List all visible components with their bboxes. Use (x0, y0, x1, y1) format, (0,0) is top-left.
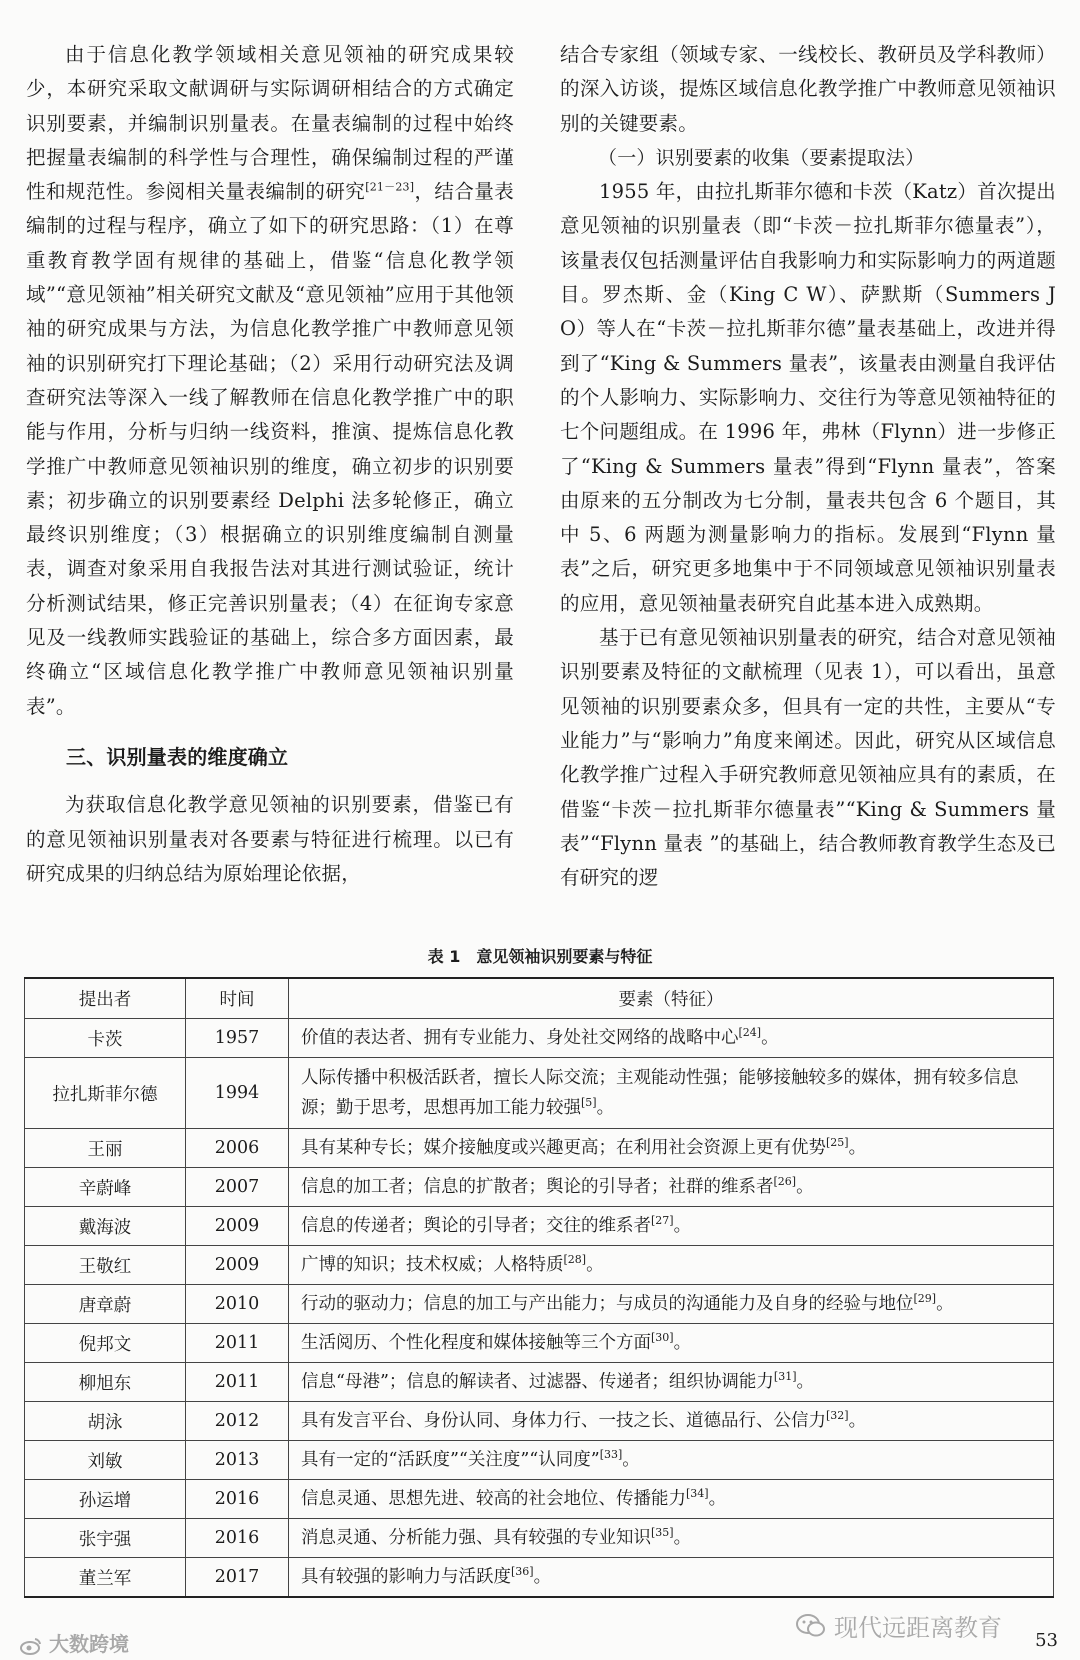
header-year: 时间 (186, 978, 289, 1019)
cell-features: 信息“母港”；信息的解读者、过滤器、传递者；组织协调能力[31]。 (289, 1363, 1054, 1402)
analysis-paragraph: 基于已有意见领袖识别量表的研究，结合对意见领袖识别要素及特征的文献梳理（见表 1），可以看出，虽意见领袖的识别要素众多，但具有一定的共性，主要从“专业能力”与“影响力”角度来阐述。因此，研究从区域信息化教学推广过程入手研究教师意见领袖应具有的素质，在借鉴“卡茨－拉扎斯菲尔德量表”“King & Summers 量表”“Flynn 量表 ”的基础上，结合教师教育教学生态及已有研究的逻 (560, 626, 1056, 890)
features-text: 具有较强的影响力与活跃度 (301, 1567, 511, 1587)
left-column (26, 38, 514, 891)
cell-author: 辛蔚峰 (25, 1168, 186, 1207)
table-row (25, 1480, 1054, 1519)
citation-ref: [5] (581, 1096, 597, 1110)
right-column (560, 38, 1056, 895)
table-caption-number: 表 1 (427, 947, 461, 966)
features-text: 信息“母港”；信息的解读者、过滤器、传递者；组织协调能力 (301, 1372, 774, 1392)
citation-ref: [35] (651, 1526, 674, 1540)
table-row (25, 1285, 1054, 1324)
cell-features: 价值的表达者、拥有专业能力、身处社交网络的战略中心[24]。 (289, 1019, 1054, 1058)
cell-year: 2012 (186, 1402, 289, 1441)
cell-year: 2017 (186, 1558, 289, 1598)
citation-ref: [26] (773, 1175, 797, 1189)
table-row (25, 1324, 1054, 1363)
cell-features: 信息灵通、思想先进、较高的社会地位、传播能力[34]。 (289, 1480, 1054, 1519)
cell-features: 生活阅历、个性化程度和媒体接触等三个方面[30]。 (289, 1324, 1054, 1363)
table-row (25, 1129, 1054, 1168)
citation-ref: [36] (511, 1565, 534, 1579)
features-text: 具有某种专长；媒介接触度或兴趣更高；在利用社会资源上更有优势 (301, 1138, 826, 1158)
watermark-right: 现代远距离教育 (796, 1608, 1002, 1643)
cell-author: 卡茨 (25, 1019, 186, 1058)
cell-author: 柳旭东 (25, 1363, 186, 1402)
cell-author: 孙运增 (25, 1480, 186, 1519)
cell-author: 刘敏 (25, 1441, 186, 1480)
cell-author: 董兰军 (25, 1558, 186, 1598)
features-text: 生活阅历、个性化程度和媒体接触等三个方面 (301, 1333, 651, 1353)
cell-author: 唐章蔚 (25, 1285, 186, 1324)
section-paragraph: 为获取信息化教学意见领袖的识别要素，借鉴已有的意见领袖识别量表对各要素与特征进行梳理。以已有研究成果的归纳总结为原始理论依据， (26, 793, 514, 885)
cell-year: 2009 (186, 1207, 289, 1246)
cell-year: 2009 (186, 1246, 289, 1285)
cell-features: 消息灵通、分析能力强、具有较强的专业知识[35]。 (289, 1519, 1054, 1558)
header-author: 提出者 (25, 978, 186, 1019)
features-text: 消息灵通、分析能力强、具有较强的专业知识 (301, 1528, 651, 1548)
cell-year: 2007 (186, 1168, 289, 1207)
table-row (25, 1402, 1054, 1441)
subsection-heading: （一）识别要素的收集（要素提取法） (598, 146, 925, 169)
cell-year: 2010 (186, 1285, 289, 1324)
cell-author: 戴海波 (25, 1207, 186, 1246)
cell-features: 信息的传递者；舆论的引导者；交往的维系者[27]。 (289, 1207, 1054, 1246)
table-row (25, 1558, 1054, 1598)
cell-features: 具有一定的“活跃度”“关注度”“认同度”[33]。 (289, 1441, 1054, 1480)
cell-year: 2016 (186, 1480, 289, 1519)
cell-year: 1957 (186, 1019, 289, 1058)
features-text: 具有一定的“活跃度”“关注度”“认同度” (301, 1450, 600, 1470)
features-text: 广博的知识；技术权威；人格特质 (301, 1255, 564, 1275)
cell-year: 2016 (186, 1519, 289, 1558)
features-text: 人际传播中积极活跃者，擅长人际交流；主观能动性强；能够接触较多的媒体，拥有较多信息源；勤于思考，思想再加工能力较强 (301, 1068, 1019, 1118)
table-row (25, 1363, 1054, 1402)
cell-author: 张宇强 (25, 1519, 186, 1558)
citation-ref: [24] (738, 1026, 762, 1040)
table-row (25, 1519, 1054, 1558)
table-row (25, 1168, 1054, 1207)
features-text: 行动的驱动力；信息的加工与产出能力；与成员的沟通能力及自身的经验与地位 (301, 1294, 914, 1314)
citation-ref: [30] (651, 1331, 674, 1345)
citation-ref: [25] (826, 1136, 849, 1150)
citation-ref: [33] (599, 1448, 623, 1462)
citation-ref: [32] (826, 1409, 849, 1423)
cell-features: 具有发言平台、身份认同、身体力行、一技之长、道德品行、公信力[32]。 (289, 1402, 1054, 1441)
cell-author: 王敬红 (25, 1246, 186, 1285)
wechat-icon (796, 1613, 826, 1639)
cell-features: 广博的知识；技术权威；人格特质[28]。 (289, 1246, 1054, 1285)
cell-year: 2011 (186, 1363, 289, 1402)
intro-paragraph: 由于信息化教学领域相关意见领袖的研究成果较少，本研究采取文献调研与实际调研相结合的方式确定识别要素，并编制识别量表。在量表编制的过程中始终把握量表编制的科学性与合理性，确保编制过程的严谨性和规范性。参阅相关量表编制的研究[21－23]，结合量表编制的过程与程序，确立了如下的研究思路：（1）在尊重教育教学固有规律的基础上，借鉴“信息化教学领域”“意见领袖”相关研究文献及“意见领袖”应用于其他领袖的研究成果与方法，为信息化教学推广中教师意见领袖的识别研究打下理论基础；（2）采用行动研究法及调查研究法等深入一线了解教师在信息化教学推广中的职能与作用，分析与归纳一线资料，推演、提炼信息化教学推广中教师意见领袖识别的维度，确立初步的识别要素；初步确立的识别要素经 Delphi 法多轮修正，确立最终识别维度；（3）根据确立的识别维度编制自测量表，调查对象采用自我报告法对其进行测试验证，统计分析测试结果，修正完善识别量表；（4）在征询专家意见及一线教师实践验证的基础上，综合多方面因素，最终确立“区域信息化教学推广中教师意见领袖识别量表”。 (26, 43, 514, 718)
cell-author: 拉扎斯菲尔德 (25, 1058, 186, 1129)
features-text: 具有发言平台、身份认同、身体力行、一技之长、道德品行、公信力 (301, 1411, 826, 1431)
cell-year: 2013 (186, 1441, 289, 1480)
table-caption-title: 意见领袖识别要素与特征 (476, 947, 653, 966)
table-row (25, 1019, 1054, 1058)
section-heading: 三、识别量表的维度确立 (66, 744, 289, 769)
cell-year: 2011 (186, 1324, 289, 1363)
features-text: 信息灵通、思想先进、较高的社会地位、传播能力 (301, 1489, 686, 1509)
cell-features: 人际传播中积极活跃者，擅长人际交流；主观能动性强；能够接触较多的媒体，拥有较多信息源；勤于思考，思想再加工能力较强[5]。 (289, 1058, 1054, 1129)
cell-features: 具有较强的影响力与活跃度[36]。 (289, 1558, 1054, 1598)
table-caption (0, 944, 1080, 967)
history-paragraph: 1955 年，由拉扎斯菲尔德和卡茨（Katz）首次提出意见领袖的识别量表（即“卡茨－拉扎斯菲尔德量表”），该量表仅包括测量评估自我影响力和实际影响力的两道题目。罗杰斯、金（King C W）、萨默斯（Summers J O）等人在“卡茨－拉扎斯菲尔德”量表基础上，改进并得到了“King & Summers 量表”，该量表由测量自我评估的个人影响力、实际影响力、交往行为等意见领袖特征的七个问题组成。在 1996 年，弗林（Flynn）进一步修正了“King & Summers 量表”得到“Flynn 量表”，答案由原来的五分制改为七分制，量表共包含 6 个题目，其中 5、6 两题为测量影响力的指标。发展到“Flynn 量表”之后，研究更多地集中于不同领域意见领袖识别量表的应用，意见领袖量表研究自此基本进入成熟期。 (560, 180, 1056, 615)
features-text: 价值的表达者、拥有专业能力、身处社交网络的战略中心 (301, 1028, 739, 1048)
cell-author: 胡泳 (25, 1402, 186, 1441)
table-row (25, 1058, 1054, 1129)
citation-ref: [34] (686, 1487, 709, 1501)
cell-features: 行动的驱动力；信息的加工与产出能力；与成员的沟通能力及自身的经验与地位[29]。 (289, 1285, 1054, 1324)
page-number: 53 (1035, 1630, 1058, 1651)
cell-features: 具有某种专长；媒介接触度或兴趣更高；在利用社会资源上更有优势[25]。 (289, 1129, 1054, 1168)
citation-ref: [31] (773, 1370, 797, 1384)
table-row (25, 1246, 1054, 1285)
elements-table (24, 977, 1054, 1598)
cell-author: 倪邦文 (25, 1324, 186, 1363)
table-row (25, 1207, 1054, 1246)
weibo-icon (20, 1637, 42, 1655)
cell-author: 王丽 (25, 1129, 186, 1168)
cell-features: 信息的加工者；信息的扩散者；舆论的引导者；社群的维系者[26]。 (289, 1168, 1054, 1207)
citation-ref: [27] (651, 1214, 674, 1228)
header-features: 要素（特征） (289, 978, 1054, 1019)
table-row (25, 1441, 1054, 1480)
citation-ref: [28] (563, 1253, 587, 1267)
features-text: 信息的传递者；舆论的引导者；交往的维系者 (301, 1216, 651, 1236)
cell-year: 2006 (186, 1129, 289, 1168)
cell-year: 1994 (186, 1058, 289, 1129)
features-text: 信息的加工者；信息的扩散者；舆论的引导者；社群的维系者 (301, 1177, 774, 1197)
continued-paragraph: 结合专家组（领域专家、一线校长、教研员及学科教师）的深入访谈，提炼区域信息化教学推广中教师意见领袖识别的关键要素。 (560, 43, 1056, 135)
table-header-row (25, 978, 1054, 1019)
watermark-left: 大数跨境 (20, 1628, 129, 1657)
citation-ref: [29] (913, 1292, 937, 1306)
